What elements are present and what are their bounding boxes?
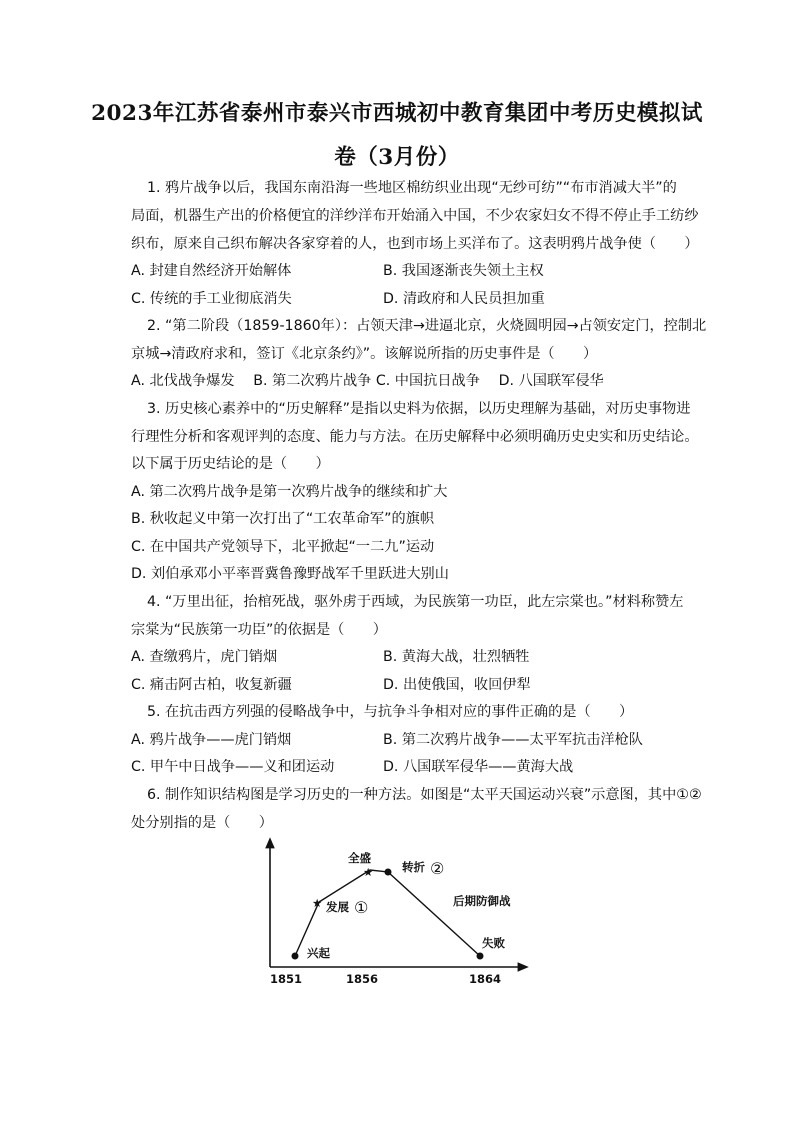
q1-stem-line-3: 织布，原来自己织布解决各家穿着的人，也到市场上买洋布了。这表明鸦片战争使（ ） [131, 236, 699, 252]
q2-options: A. 北伐战争爆发 B. 第二次鸦片战争 C. 中国抗日战争 D. 八国联军侵华 [131, 373, 604, 389]
q2-stem-line-2: 京城→清政府求和，签订《北京条约》”。该解说所指的历史事件是（ ） [131, 346, 598, 362]
q3-option-b: B. 秋收起义中第一次打出了“工农革命军”的旗帜 [131, 511, 435, 527]
x-tick-1856: 1856 [346, 972, 379, 986]
x-tick-1851: 1851 [270, 972, 303, 986]
q1-option-a: A. 封建自然经济开始解体 [131, 263, 292, 279]
taiping-movement-diagram [262, 832, 532, 987]
q1-stem-line-2: 局面，机器生产出的价格便宜的洋纱洋布开始涌入中国，不少农家妇女不得不停止手工纺纱 [131, 208, 699, 224]
q4-option-b: B. 黄海大战，壮烈牺牲 [383, 649, 530, 665]
label-rise: 兴起 [307, 946, 330, 960]
q2-stem-line-1: 2. “第二阶段（1859-1860年）：占领天津→进逼北京，火烧圆明园→占领安定门，控制北 [147, 318, 707, 334]
q4-option-a: A. 查缴鸦片，虎门销烟 [131, 649, 278, 665]
q4-stem-line-2: 宗棠为“民族第一功臣”的依据是（ ） [131, 622, 387, 638]
label-late-defense: 后期防御战 [453, 894, 511, 908]
peak-star-icon: ★ [363, 865, 374, 879]
q5-stem-line-1: 5. 在抗击西方列强的侵略战争中，与抗争斗争相对应的事件正确的是（ ） [147, 704, 634, 720]
label-fail: 失败 [482, 936, 505, 950]
label-turn: 转折 [402, 860, 425, 874]
q5-option-d: D. 八国联军侵华——黄海大战 [383, 759, 574, 775]
page-title: 2023年江苏省泰州市泰兴市西城初中教育集团中考历史模拟试 [91, 101, 703, 126]
x-tick-1864: 1864 [469, 972, 502, 986]
q1-option-c: C. 传统的手工业彻底消失 [131, 291, 292, 307]
q5-option-a: A. 鸦片战争——虎门销烟 [131, 732, 292, 748]
q1-option-d: D. 清政府和人民员担加重 [383, 291, 545, 307]
turn-point [385, 869, 392, 876]
q3-stem-line-1: 3. 历史核心素养中的“历史解释”是指以史料为依据，以历史理解为基础，对历史事物进 [147, 401, 691, 417]
q5-option-b: B. 第二次鸦片战争——太平军抗击洋枪队 [383, 732, 643, 748]
q3-option-d: D. 刘伯承邓小平率晋冀鲁豫野战军千里跃进大别山 [131, 566, 449, 582]
q3-option-c: C. 在中国共产党领导下，北平掀起“一二九”运动 [131, 539, 435, 555]
develop-star-icon: ★ [312, 896, 323, 910]
q3-stem-line-2: 行理性分析和客观评判的态度、能力与方法。在历史解释中必须明确历史史实和历史结论。 [131, 429, 699, 445]
label-mark-1: ① [354, 898, 369, 917]
q6-stem-line-1: 6. 制作知识结构图是学习历史的一种方法。如图是“太平天国运动兴衰”示意图，其中①② [147, 787, 702, 803]
q1-stem-line-1: 1. 鸦片战争以后，我国东南沿海一些地区棉纺织业出现“无纱可纺”“布市消减大半”的 [147, 180, 677, 196]
q3-stem-line-3: 以下属于历史结论的是（ ） [131, 456, 330, 472]
fail-point [477, 953, 484, 960]
q5-option-c: C. 甲午中日战争——义和团运动 [131, 759, 335, 775]
q6-stem-line-2: 处分别指的是（ ） [131, 815, 273, 831]
label-develop: 发展 [326, 900, 349, 914]
q4-stem-line-1: 4. “万里出征，抬棺死战，驱外虏于西域，为民族第一功臣，此左宗棠也。”材料称赞左 [147, 594, 684, 610]
diagram-trend-line [295, 870, 480, 956]
label-peak: 全盛 [348, 851, 371, 865]
q4-option-c: C. 痛击阿古柏，收复新疆 [131, 677, 292, 693]
q4-option-d: D. 出使俄国，收回伊犁 [383, 677, 531, 693]
page-title-continued: 卷（3月份） [334, 145, 460, 170]
q1-option-b: B. 我国逐渐丧失领土主权 [383, 263, 544, 279]
label-mark-2: ② [430, 859, 445, 878]
q3-option-a: A. 第二次鸦片战争是第一次鸦片战争的继续和扩大 [131, 484, 448, 500]
rise-point [292, 953, 299, 960]
